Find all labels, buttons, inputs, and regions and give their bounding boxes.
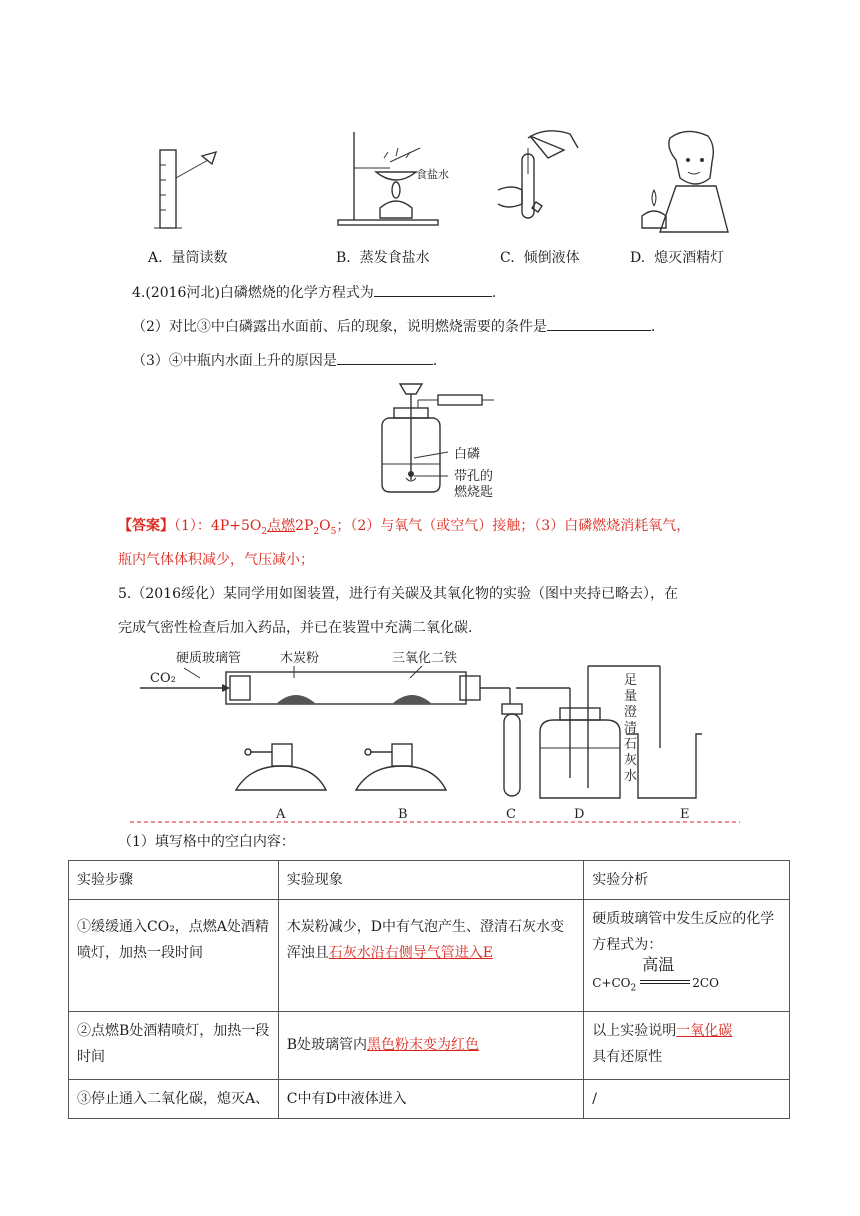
svg-text:水: 水 xyxy=(624,769,638,784)
row1-step: ①缓缓通入CO₂，点燃A处酒精喷灯，加热一段时间 xyxy=(69,900,279,1012)
row1-phenomenon: 木炭粉减少，D中有气泡产生、澄清石灰水变浑浊且石灰水沿右侧导气管进入E xyxy=(278,900,584,1012)
salt-water-label: 食盐水 xyxy=(416,168,449,181)
burner-b xyxy=(356,744,446,790)
table-header-row xyxy=(69,861,790,900)
header-analysis: 实验分析 xyxy=(584,861,790,900)
label-hard-glass-tube: 硬质玻璃管 xyxy=(176,651,242,666)
q4-part2: （2）对比③中白磷露出水面前、后的现象，说明燃烧需要的条件是 . xyxy=(132,316,655,337)
option-d: D. 熄灭酒精灯 xyxy=(630,250,725,266)
svg-text:石: 石 xyxy=(624,737,638,752)
row2-step: ②点燃B处酒精喷灯，加热一段时间 xyxy=(69,1012,279,1080)
svg-text:足: 足 xyxy=(624,673,638,688)
q4-part3: （3）④中瓶内水面上升的原因是 . xyxy=(132,350,437,371)
table-intro: （1）填写格中的空白内容： xyxy=(118,834,295,850)
row1-analysis: 硬质玻璃管中发生反应的化学方程式为： 高温 $C+CO_2$ 2CO xyxy=(584,900,790,1012)
station-b: B xyxy=(398,807,408,822)
row2-analysis: 以上实验说明一氧化碳 具有还原性 xyxy=(584,1012,790,1080)
equation-c-co2: 高温 $C+CO_2$ 2CO xyxy=(592,955,719,994)
row3-analysis: / xyxy=(584,1080,790,1119)
q4-stem: 4.(2016河北)白磷燃烧的化学方程式为 . xyxy=(132,282,496,303)
option-c: C. 倾倒液体 xyxy=(500,250,580,266)
burner-a xyxy=(236,744,326,790)
station-d: D xyxy=(574,807,585,822)
table-row xyxy=(69,1080,790,1119)
station-e: E xyxy=(680,807,690,822)
header-step: 实验步骤 xyxy=(69,861,279,900)
label-spoon-2: 燃烧匙 xyxy=(454,485,494,500)
q5-stem-1: 5.（2016绥化）某同学用如图装置，进行有关碳及其氧化物的实验（图中夹持已略去），在 xyxy=(118,586,678,602)
row2-phenomenon: B处玻璃管内黑色粉末变为红色 xyxy=(278,1012,584,1080)
table-row xyxy=(69,900,790,1012)
label-charcoal-powder: 木炭粉 xyxy=(280,651,320,666)
label-co2-inlet: CO₂ xyxy=(150,671,176,686)
option-a: A. 量筒读数 xyxy=(148,250,228,266)
svg-text:清: 清 xyxy=(624,721,638,736)
figure-carbon-oxide-apparatus xyxy=(130,648,740,826)
answer-line-1: 【答案】（1）：$4P+5O_2$点燃$2P_2O_5$；（2）与氧气（或空气）接触；（3）白磷燃烧消耗氧气， xyxy=(118,518,691,537)
limewater-label xyxy=(624,673,637,784)
figure-evaporating-salt-water xyxy=(330,128,460,240)
experiment-table xyxy=(68,860,790,1119)
answer-line-2: 瓶内气体体积减少，气压减小； xyxy=(118,552,314,568)
station-c: C xyxy=(506,807,516,822)
label-iron-oxide: 三氧化二铁 xyxy=(392,651,458,666)
figure-extinguishing-alcohol-lamp xyxy=(636,128,736,240)
figure-pouring-liquid xyxy=(488,124,588,236)
label-white-phosphorus: 白磷 xyxy=(454,447,481,462)
table-row xyxy=(69,1012,790,1080)
figure-white-phosphorus-apparatus xyxy=(372,380,502,500)
row3-step: ③停止通入二氧化碳，熄灭A、 xyxy=(69,1080,279,1119)
svg-text:量: 量 xyxy=(624,689,638,704)
q5-stem-2: 完成气密性检查后加入药品，并已在装置中充满二氧化碳. xyxy=(118,620,473,636)
svg-text:灰: 灰 xyxy=(624,753,638,768)
label-spoon-1: 带孔的 xyxy=(454,469,494,484)
row3-phenomenon: C中有D中液体进入 xyxy=(278,1080,584,1119)
option-b: B. 蒸发食盐水 xyxy=(336,250,430,266)
figure-graduated-cylinder xyxy=(150,140,230,240)
svg-text:澄: 澄 xyxy=(624,705,638,720)
station-a: A xyxy=(276,807,286,822)
header-phenomenon: 实验现象 xyxy=(278,861,584,900)
